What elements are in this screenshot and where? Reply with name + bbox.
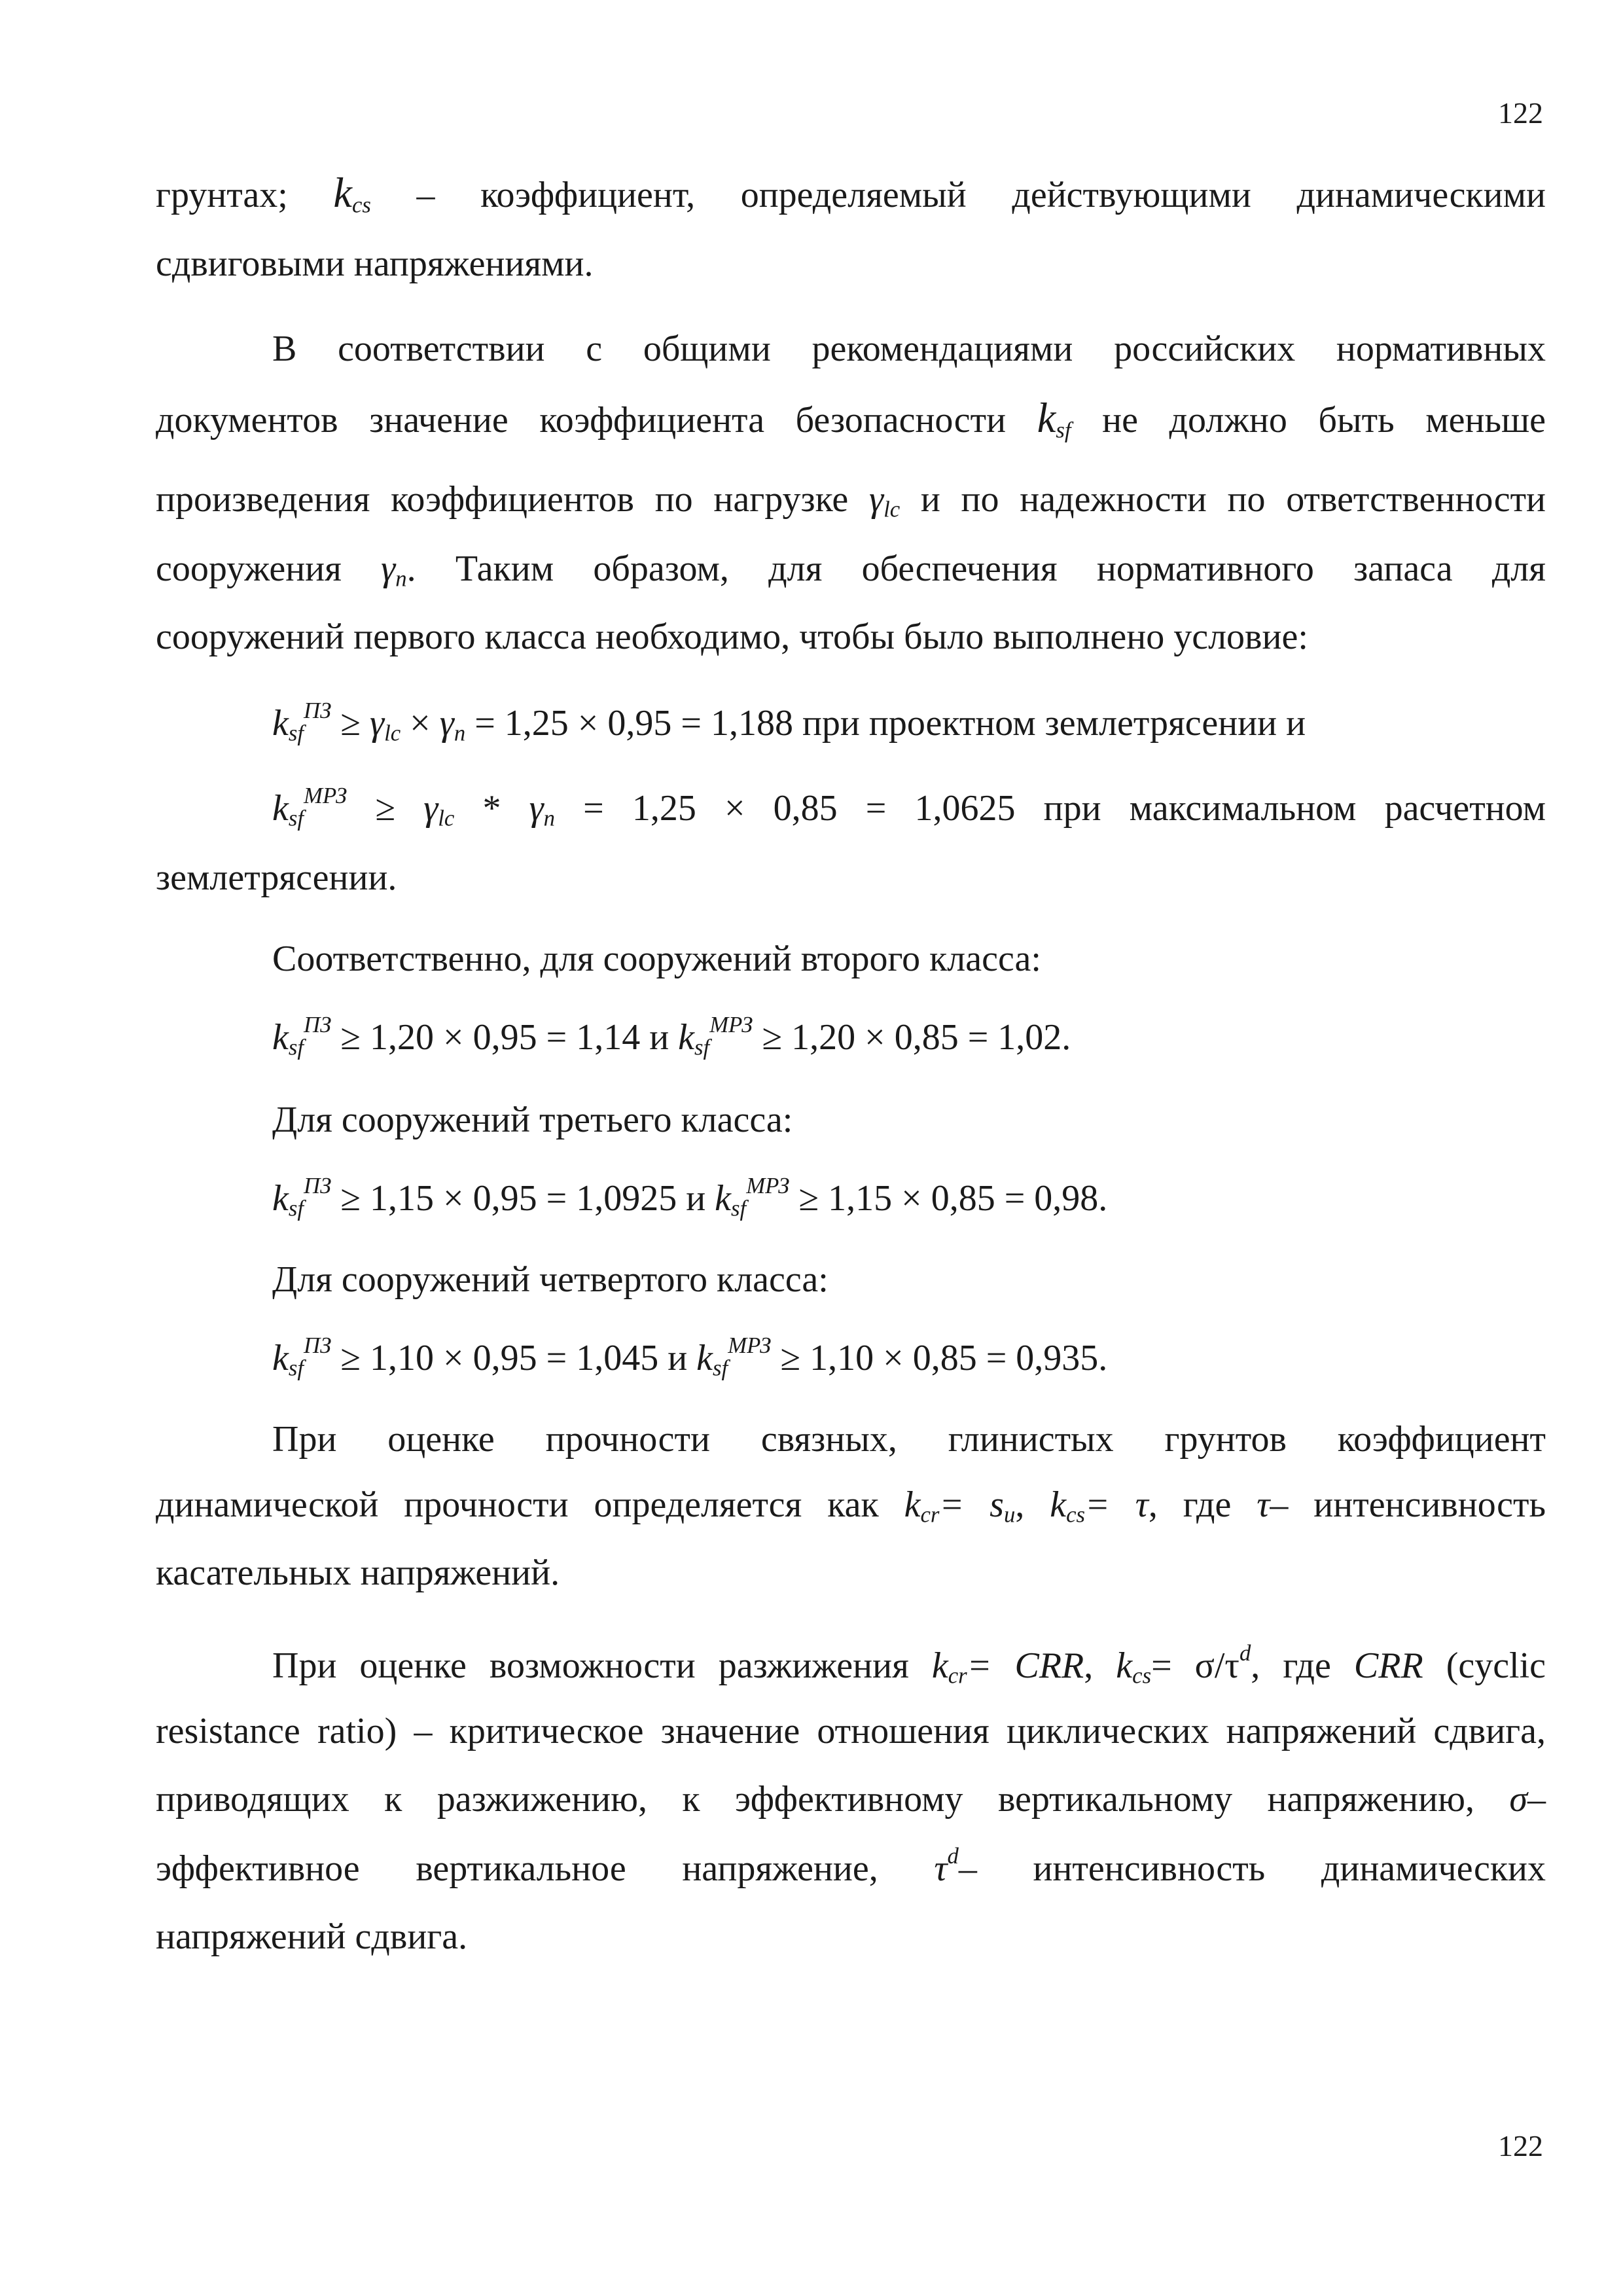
sigma-symbol: σ bbox=[1509, 1779, 1528, 1820]
mrz-superscript: МРЗ bbox=[709, 1011, 753, 1037]
p2-line-3 bbox=[156, 476, 1546, 522]
p2-line-1: В соответствии с общими рекомендациями российских нормативных bbox=[272, 329, 1546, 369]
k-symbol: k bbox=[1037, 395, 1056, 441]
k-symbol: k bbox=[272, 703, 289, 744]
k-symbol: k bbox=[904, 1484, 921, 1525]
p4-line-1 bbox=[272, 1640, 1546, 1689]
k-sf-mrz bbox=[272, 782, 348, 831]
formula-mrz-class1 bbox=[272, 782, 1546, 831]
p1-line-2: сдвиговыми напряжениями. bbox=[156, 243, 594, 284]
sf-subscript: sf bbox=[1056, 417, 1071, 443]
n-subscript: n bbox=[454, 720, 466, 746]
tau-def bbox=[1257, 1484, 1546, 1525]
mrz-superscript: МРЗ bbox=[728, 1332, 772, 1358]
text: произведения коэффициентов по нагрузке bbox=[156, 479, 849, 520]
k-symbol: k bbox=[931, 1645, 948, 1686]
dash: – bbox=[1527, 1779, 1546, 1820]
kcs-sigma-tau-formula bbox=[1116, 1640, 1331, 1689]
d-superscript: d bbox=[947, 1842, 959, 1869]
sf-subscript: sf bbox=[288, 720, 304, 746]
formula-text: ≥ 1,10 × 0,85 = 0,935. bbox=[780, 1338, 1108, 1378]
text: , где bbox=[1148, 1484, 1232, 1525]
ge-sign: ≥ bbox=[375, 788, 396, 829]
gamma: γ bbox=[868, 479, 884, 520]
lc-subscript: lc bbox=[883, 496, 901, 522]
cs-subscript: cs bbox=[1132, 1662, 1152, 1689]
n-subscript: n bbox=[543, 805, 556, 831]
times-sign: × bbox=[410, 703, 431, 744]
lc-subscript: lc bbox=[384, 720, 401, 746]
sf-subscript: sf bbox=[288, 1355, 304, 1381]
k-symbol: k bbox=[272, 1017, 289, 1058]
formula-text: ≥ 1,15 × 0,95 = 1,0925 и bbox=[340, 1178, 706, 1219]
crr-symbol: CRR bbox=[1353, 1645, 1423, 1686]
pz-superscript: ПЗ bbox=[304, 1332, 332, 1358]
sf-subscript: sf bbox=[731, 1195, 747, 1221]
p3-line-1: При оценке прочности связных, глинистых грунтов коэффициент bbox=[272, 1419, 1546, 1460]
k-symbol: k bbox=[678, 1017, 695, 1058]
gamma: γ bbox=[423, 788, 438, 829]
k-symbol: k bbox=[715, 1178, 732, 1219]
su-symbol: = s bbox=[939, 1484, 1004, 1525]
gamma: γ bbox=[370, 703, 385, 744]
d-superscript: d bbox=[1239, 1640, 1251, 1666]
kcs-tau-formula bbox=[1050, 1484, 1232, 1528]
sigma-dash bbox=[1509, 1779, 1546, 1820]
gamma-lc-symbol bbox=[869, 479, 900, 520]
formula-rest: = 1,25 × 0,95 = 1,188 при проектном землетрясении и bbox=[474, 703, 1306, 744]
mrz-superscript: МРЗ bbox=[304, 782, 348, 808]
formula-rest: = 1,25 × 0,85 = 1,0625 при максимальном расчетном bbox=[583, 788, 1546, 829]
sigma-tau: = σ/τ bbox=[1151, 1645, 1240, 1686]
kcr-su-formula: $k_{cr}= s_u$, bbox=[904, 1484, 1025, 1528]
tau-symbol: τ bbox=[934, 1848, 948, 1889]
formula-text: ≥ 1,20 × 0,95 = 1,14 и bbox=[340, 1017, 669, 1058]
tau-d-def bbox=[934, 1842, 1546, 1889]
gamma-lc bbox=[423, 788, 454, 829]
text: эффективное вертикальное напряжение, bbox=[156, 1848, 878, 1889]
formula-pz-class1 bbox=[272, 697, 1546, 746]
p2-line-5: сооружений первого класса необходимо, чтобы было выполнено условие: bbox=[156, 617, 1308, 657]
kcr-crr-formula: $k_{cr}=$ CRR, bbox=[931, 1645, 1094, 1689]
p4-line-5: напряжений сдвига. bbox=[156, 1916, 468, 1957]
formula-text: ≥ 1,10 × 0,95 = 1,045 и bbox=[340, 1338, 688, 1378]
tau-symbol: τ bbox=[1257, 1484, 1270, 1525]
k-symbol: k bbox=[272, 788, 289, 829]
class3-heading: Для сооружений третьего класса: bbox=[272, 1100, 793, 1140]
page-number-top: 122 bbox=[1498, 96, 1543, 130]
star-sign: * bbox=[482, 788, 501, 829]
p2-line-2 bbox=[156, 395, 1546, 443]
text: . Таким образом, для обеспечения нормативного запаса для bbox=[406, 548, 1546, 589]
p2-line-4 bbox=[156, 546, 1546, 592]
p3-line-2 bbox=[156, 1482, 1546, 1528]
p4-line-3 bbox=[156, 1776, 1546, 1822]
text: и по надежности по ответственности bbox=[920, 479, 1546, 520]
k-symbol: k bbox=[272, 1178, 289, 1219]
cs-subscript: cs bbox=[1066, 1501, 1086, 1528]
page-number-bottom: 122 bbox=[1498, 2129, 1543, 2162]
pz-superscript: ПЗ bbox=[304, 697, 332, 723]
p3-line-3: касательных напряжений. bbox=[156, 1552, 560, 1593]
gamma: γ bbox=[381, 548, 396, 589]
gamma: γ bbox=[529, 788, 544, 829]
sf-subscript: sf bbox=[288, 1034, 304, 1060]
k-sf-symbol bbox=[1037, 395, 1071, 443]
p4-line-2: resistance ratio) – критическое значение отношения циклических напряжений сдвига, bbox=[156, 1711, 1546, 1751]
cr-subscript: cr bbox=[920, 1501, 940, 1528]
text: (cyclic bbox=[1446, 1645, 1546, 1686]
gamma-n bbox=[529, 788, 555, 829]
k-symbol: k bbox=[1116, 1645, 1133, 1686]
class4-heading: Для сооружений четвертого класса: bbox=[272, 1259, 829, 1300]
p4-line-4 bbox=[156, 1842, 1546, 1892]
gamma: γ bbox=[439, 703, 454, 744]
n-subscript: n bbox=[395, 565, 407, 592]
text: При оценке возможности разжижения bbox=[272, 1645, 909, 1686]
cs-subscript: cs bbox=[351, 192, 371, 218]
class2-heading: Соответственно, для сооружений второго класса: bbox=[272, 939, 1041, 979]
text: не должно быть меньше bbox=[1102, 400, 1546, 440]
formula-text: ≥ 1,20 × 0,85 = 1,02. bbox=[762, 1017, 1071, 1058]
text: документов значение коэффициента безопасности bbox=[156, 400, 1007, 440]
text: – интенсивность bbox=[1270, 1484, 1546, 1525]
k-symbol: k bbox=[696, 1338, 713, 1378]
formula-mrz-cont: землетрясении. bbox=[156, 857, 397, 898]
text: – коэффициент, определяемый действующими динамическими bbox=[416, 175, 1546, 215]
sf-subscript: sf bbox=[694, 1034, 710, 1060]
mrz-superscript: МРЗ bbox=[746, 1172, 790, 1198]
sf-subscript: sf bbox=[288, 805, 304, 831]
class4-formula bbox=[272, 1332, 1546, 1381]
gamma-n-symbol bbox=[381, 548, 1546, 592]
cr-subscript: cr bbox=[948, 1662, 967, 1689]
formula-text: ≥ 1,15 × 0,85 = 0,98. bbox=[798, 1178, 1108, 1219]
p1-line-1 bbox=[156, 170, 1546, 218]
text: грунтах; bbox=[156, 175, 288, 215]
text: приводящих к разжижению, к эффективному вертикальному напряжению, bbox=[156, 1779, 1474, 1820]
class2-formula bbox=[272, 1011, 1546, 1060]
crr-symbol: = CRR bbox=[967, 1645, 1084, 1686]
text: – интенсивность динамических bbox=[958, 1848, 1546, 1889]
text: динамической прочности определяется как bbox=[156, 1484, 879, 1525]
class3-formula bbox=[272, 1172, 1546, 1221]
tau-symbol: = τ bbox=[1085, 1484, 1149, 1525]
sf-subscript: sf bbox=[713, 1355, 728, 1381]
pz-superscript: ПЗ bbox=[304, 1011, 332, 1037]
sf-subscript: sf bbox=[288, 1195, 304, 1221]
u-subscript: u bbox=[1003, 1501, 1016, 1528]
k-symbol: k bbox=[1050, 1484, 1067, 1525]
text: , где bbox=[1251, 1645, 1331, 1686]
ge-sign: ≥ bbox=[340, 703, 361, 744]
pz-superscript: ПЗ bbox=[304, 1172, 332, 1198]
text: сооружения bbox=[156, 548, 342, 589]
k-cs-symbol bbox=[333, 170, 371, 218]
lc-subscript: lc bbox=[438, 805, 455, 831]
k-symbol: k bbox=[333, 170, 352, 216]
k-symbol: k bbox=[272, 1338, 289, 1378]
